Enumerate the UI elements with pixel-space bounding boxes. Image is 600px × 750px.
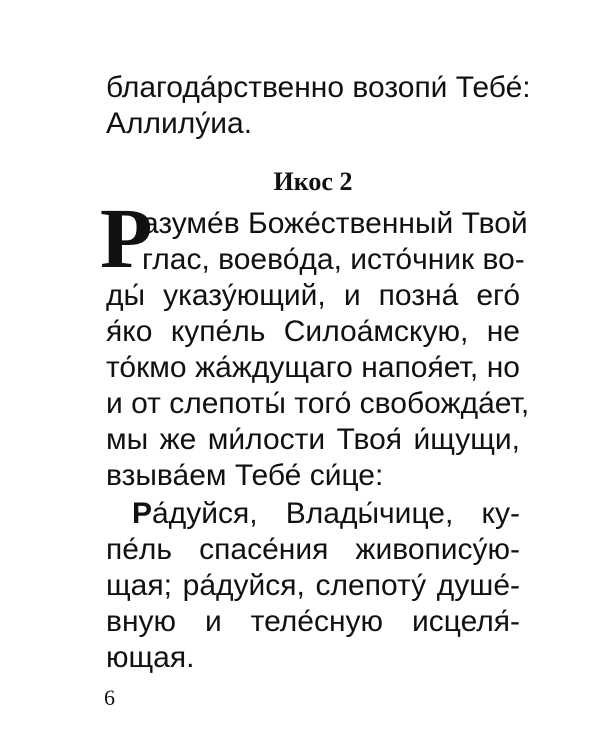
paragraph2-line-6: и от слепоты́ того́ свобожда́ет, — [106, 387, 530, 420]
paragraph2-line-7: мы же ми́лости Твоя́ и́щущи, — [106, 423, 520, 456]
paragraph3-line-1 — [132, 496, 520, 532]
paragraph3-first-letter: Р — [132, 497, 153, 530]
paragraph2-line-8: взыва́ем Тебе́ си́це: — [106, 459, 384, 492]
paragraph3-line-1-rest: а́дуйся, Влады́чице, ку- — [152, 497, 520, 530]
drop-cap-letter: Р — [100, 190, 153, 286]
paragraph2-line-4: я́ко купе́ль Силоа́мскую, не — [106, 315, 520, 348]
paragraph2-line-2: глас, воево́да, исто́чник во- — [142, 243, 525, 276]
paragraph2-line-3: ды́ указу́ющий, и позна́ его́ — [106, 279, 520, 312]
paragraph3-line-2: пе́ль спасе́ния живопису́ю- — [106, 533, 520, 566]
paragraph2-line-5: то́кмо жа́ждущаго напоя́ет, но — [106, 351, 520, 384]
paragraph3-line-4: вную и теле́сную исцеля́- — [106, 605, 520, 638]
paragraph3-line-3: щая; ра́дуйся, слепоту́ душе́- — [106, 569, 520, 602]
top-paragraph-line-2: Аллилу́иа. — [106, 107, 253, 140]
section-heading: Икос 2 — [273, 167, 353, 196]
paragraph3-line-5: ющая. — [106, 641, 195, 674]
paragraph2-line-1: азуме́в Боже́ственный Твой — [142, 207, 528, 240]
top-paragraph-line-1: благода́рственно возопи́ Тебе́: — [106, 71, 531, 104]
page-number: 6 — [104, 685, 115, 710]
